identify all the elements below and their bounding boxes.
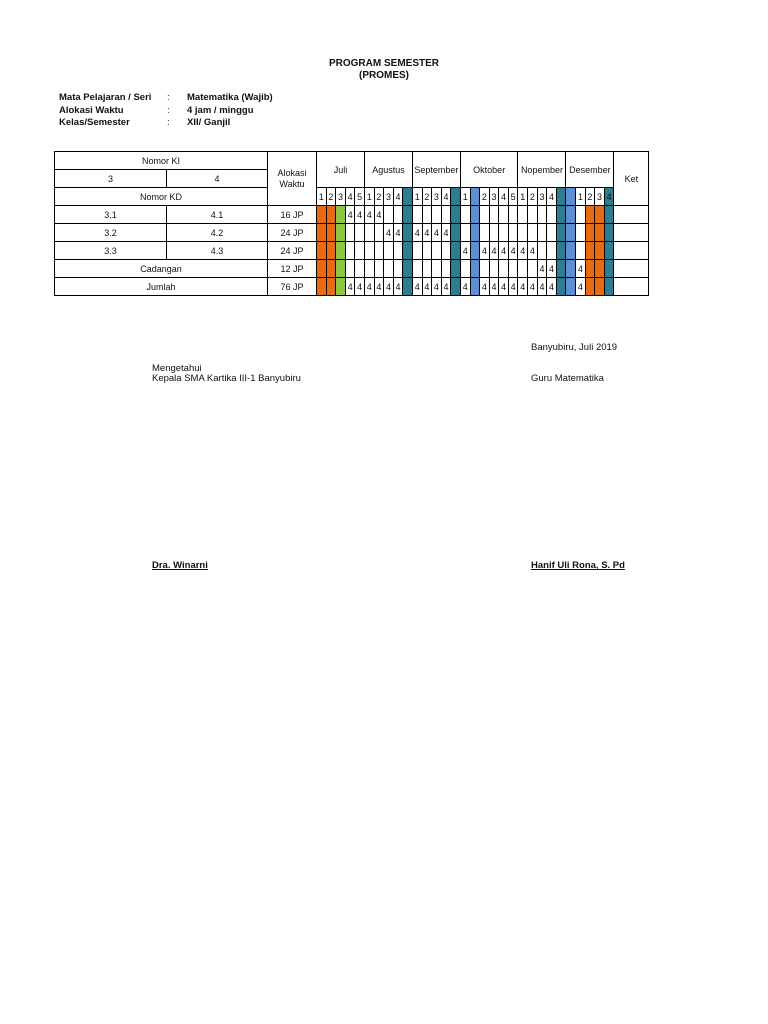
week-cell bbox=[326, 260, 336, 278]
week-number-cell: 4 bbox=[547, 188, 557, 206]
week-cell bbox=[556, 260, 566, 278]
week-number-cell: 3 bbox=[336, 188, 346, 206]
week-cell bbox=[384, 242, 394, 260]
month-header-september: September bbox=[412, 152, 460, 188]
week-cell: 4 bbox=[364, 278, 374, 296]
week-cell: 4 bbox=[537, 278, 547, 296]
schedule-row bbox=[55, 224, 649, 242]
week-cell bbox=[460, 260, 470, 278]
week-cell bbox=[451, 278, 461, 296]
week-cell bbox=[518, 206, 528, 224]
week-number-cell: 3 bbox=[537, 188, 547, 206]
week-cell: 4 bbox=[489, 242, 499, 260]
week-cell bbox=[384, 206, 394, 224]
week-cell: 4 bbox=[374, 206, 384, 224]
document-title bbox=[0, 58, 768, 82]
week-cell bbox=[518, 260, 528, 278]
week-cell: 4 bbox=[432, 224, 442, 242]
week-cell bbox=[470, 206, 480, 224]
nomor-ki-header: Nomor KI bbox=[55, 152, 268, 170]
week-cell bbox=[403, 224, 413, 242]
ket-cell bbox=[614, 242, 649, 260]
week-cell bbox=[393, 260, 403, 278]
week-cell bbox=[451, 260, 461, 278]
week-number-cell: 2 bbox=[528, 188, 538, 206]
week-cell bbox=[470, 242, 480, 260]
week-cell: 4 bbox=[489, 278, 499, 296]
week-cell: 4 bbox=[528, 278, 538, 296]
week-cell bbox=[604, 206, 614, 224]
week-cell bbox=[604, 242, 614, 260]
meta-label: Alokasi Waktu bbox=[59, 104, 124, 116]
week-cell bbox=[345, 260, 355, 278]
week-cell: 4 bbox=[393, 278, 403, 296]
week-cell bbox=[508, 224, 518, 242]
week-cell bbox=[537, 224, 547, 242]
week-cell bbox=[364, 224, 374, 242]
left-signature-line2: Kepala SMA Kartika III-1 Banyubiru bbox=[152, 373, 301, 384]
week-cell: 4 bbox=[547, 260, 557, 278]
week-number-cell: 4 bbox=[499, 188, 509, 206]
week-number-cell: 3 bbox=[595, 188, 605, 206]
week-cell bbox=[489, 260, 499, 278]
week-number-cell bbox=[556, 188, 566, 206]
week-cell bbox=[403, 260, 413, 278]
week-cell bbox=[364, 242, 374, 260]
week-number-cell bbox=[566, 188, 576, 206]
week-cell bbox=[412, 242, 422, 260]
week-number-cell: 2 bbox=[480, 188, 490, 206]
week-cell: 4 bbox=[422, 224, 432, 242]
place-date: Banyubiru, Juli 2019 bbox=[531, 342, 618, 353]
week-cell: 4 bbox=[576, 260, 586, 278]
week-cell bbox=[470, 224, 480, 242]
week-number-cell: 3 bbox=[384, 188, 394, 206]
week-cell bbox=[595, 224, 605, 242]
meta-colon: : bbox=[167, 104, 170, 116]
week-cell bbox=[528, 224, 538, 242]
week-cell bbox=[403, 206, 413, 224]
week-cell: 4 bbox=[441, 278, 451, 296]
week-cell bbox=[480, 224, 490, 242]
week-cell bbox=[355, 242, 365, 260]
week-cell bbox=[317, 224, 327, 242]
month-header-agustus: Agustus bbox=[364, 152, 412, 188]
week-cell bbox=[595, 206, 605, 224]
week-cell bbox=[336, 260, 346, 278]
week-cell bbox=[576, 242, 586, 260]
week-cell bbox=[460, 206, 470, 224]
week-cell: 4 bbox=[547, 278, 557, 296]
week-cell: 4 bbox=[460, 242, 470, 260]
week-number-cell: 2 bbox=[374, 188, 384, 206]
ket-cell bbox=[614, 206, 649, 224]
week-cell bbox=[422, 242, 432, 260]
week-cell bbox=[412, 260, 422, 278]
left-signature-name: Dra. Winarni bbox=[152, 560, 208, 571]
week-number-cell: 1 bbox=[518, 188, 528, 206]
week-cell bbox=[336, 224, 346, 242]
week-cell bbox=[566, 278, 576, 296]
week-cell bbox=[576, 224, 586, 242]
schedule-row bbox=[55, 260, 649, 278]
week-cell bbox=[403, 278, 413, 296]
title-line-1: PROGRAM SEMESTER bbox=[328, 58, 439, 69]
week-cell bbox=[451, 206, 461, 224]
week-cell bbox=[432, 260, 442, 278]
week-cell: 4 bbox=[508, 242, 518, 260]
meta-value: XII/ Ganjil bbox=[187, 117, 231, 128]
week-cell bbox=[499, 260, 509, 278]
week-number-cell bbox=[470, 188, 480, 206]
row-label: Cadangan bbox=[55, 260, 268, 278]
week-cell bbox=[499, 224, 509, 242]
week-cell bbox=[566, 206, 576, 224]
ket-header: Ket bbox=[614, 152, 649, 206]
nomor-kd-header: Nomor KD bbox=[55, 188, 268, 206]
week-cell bbox=[326, 278, 336, 296]
week-cell bbox=[345, 242, 355, 260]
week-cell bbox=[451, 242, 461, 260]
week-cell: 4 bbox=[528, 242, 538, 260]
week-cell bbox=[489, 224, 499, 242]
week-cell bbox=[566, 260, 576, 278]
week-cell bbox=[432, 206, 442, 224]
jp-value: 12 JP bbox=[268, 260, 317, 278]
schedule-row bbox=[55, 278, 649, 296]
week-cell: 4 bbox=[364, 206, 374, 224]
week-cell bbox=[470, 260, 480, 278]
left-signature-line1: Mengetahui bbox=[152, 363, 202, 374]
week-cell bbox=[595, 278, 605, 296]
alokasi-waktu-header: Alokasi Waktu bbox=[268, 152, 317, 206]
week-number-cell: 3 bbox=[432, 188, 442, 206]
week-cell: 4 bbox=[460, 278, 470, 296]
week-cell bbox=[556, 278, 566, 296]
week-cell: 4 bbox=[576, 278, 586, 296]
schedule-row bbox=[55, 206, 649, 224]
week-cell bbox=[441, 260, 451, 278]
week-cell bbox=[317, 260, 327, 278]
jp-value: 24 JP bbox=[268, 242, 317, 260]
week-cell: 4 bbox=[412, 224, 422, 242]
week-cell bbox=[336, 278, 346, 296]
week-cell bbox=[547, 242, 557, 260]
week-cell: 4 bbox=[537, 260, 547, 278]
week-cell bbox=[470, 278, 480, 296]
meta-label: Kelas/Semester bbox=[59, 117, 130, 128]
right-signature-title: Guru Matematika bbox=[531, 373, 604, 384]
jp-value: 76 JP bbox=[268, 278, 317, 296]
week-cell: 4 bbox=[441, 224, 451, 242]
week-number-cell: 1 bbox=[364, 188, 374, 206]
week-cell bbox=[518, 224, 528, 242]
week-cell: 4 bbox=[374, 278, 384, 296]
week-cell bbox=[508, 206, 518, 224]
month-header-oktober: Oktober bbox=[460, 152, 518, 188]
kd-3-value: 3.1 bbox=[55, 206, 167, 224]
week-cell bbox=[326, 242, 336, 260]
week-cell: 4 bbox=[508, 278, 518, 296]
week-cell bbox=[499, 206, 509, 224]
week-number-cell: 5 bbox=[508, 188, 518, 206]
week-cell bbox=[595, 260, 605, 278]
week-cell bbox=[317, 206, 327, 224]
week-cell bbox=[556, 224, 566, 242]
meta-colon: : bbox=[167, 117, 170, 128]
week-cell: 4 bbox=[412, 278, 422, 296]
kd-4-value: 4.1 bbox=[167, 206, 268, 224]
week-number-cell: 4 bbox=[393, 188, 403, 206]
ket-cell bbox=[614, 278, 649, 296]
week-number-cell: 2 bbox=[326, 188, 336, 206]
week-cell: 4 bbox=[384, 278, 394, 296]
week-number-cell bbox=[403, 188, 413, 206]
week-cell bbox=[556, 242, 566, 260]
week-cell bbox=[364, 260, 374, 278]
week-cell bbox=[595, 242, 605, 260]
week-cell bbox=[585, 224, 595, 242]
kd-3-value: 3.3 bbox=[55, 242, 167, 260]
kd-3-value: 3.2 bbox=[55, 224, 167, 242]
ket-cell bbox=[614, 260, 649, 278]
week-cell bbox=[556, 206, 566, 224]
week-cell bbox=[384, 260, 394, 278]
week-number-cell: 4 bbox=[604, 188, 614, 206]
week-cell bbox=[508, 260, 518, 278]
week-cell bbox=[604, 224, 614, 242]
kd-4-value: 4.2 bbox=[167, 224, 268, 242]
ket-cell bbox=[614, 224, 649, 242]
week-number-cell: 3 bbox=[489, 188, 499, 206]
week-cell: 4 bbox=[480, 278, 490, 296]
week-cell bbox=[460, 224, 470, 242]
week-cell bbox=[528, 206, 538, 224]
week-cell bbox=[537, 206, 547, 224]
week-cell bbox=[422, 206, 432, 224]
week-cell bbox=[547, 224, 557, 242]
week-cell: 4 bbox=[499, 242, 509, 260]
kd-4-value: 4.3 bbox=[167, 242, 268, 260]
week-cell: 4 bbox=[345, 278, 355, 296]
week-cell bbox=[412, 206, 422, 224]
week-cell bbox=[317, 278, 327, 296]
week-cell: 4 bbox=[384, 224, 394, 242]
week-cell bbox=[585, 206, 595, 224]
week-cell bbox=[393, 206, 403, 224]
month-header-juli: Juli bbox=[317, 152, 365, 188]
week-cell: 4 bbox=[518, 242, 528, 260]
month-header-nopember: Nopember bbox=[518, 152, 566, 188]
week-cell bbox=[441, 206, 451, 224]
week-number-cell: 1 bbox=[412, 188, 422, 206]
week-number-cell: 4 bbox=[441, 188, 451, 206]
week-cell bbox=[576, 206, 586, 224]
schedule-row bbox=[55, 242, 649, 260]
header-row-1 bbox=[55, 152, 649, 170]
week-number-cell: 1 bbox=[576, 188, 586, 206]
week-cell bbox=[585, 260, 595, 278]
header-row-3 bbox=[55, 188, 649, 206]
week-cell bbox=[585, 278, 595, 296]
week-cell bbox=[374, 242, 384, 260]
week-number-cell: 4 bbox=[345, 188, 355, 206]
jp-value: 24 JP bbox=[268, 224, 317, 242]
ki-3-header: 3 bbox=[55, 170, 167, 188]
week-cell bbox=[547, 206, 557, 224]
jp-value: 16 JP bbox=[268, 206, 317, 224]
week-number-cell: 2 bbox=[585, 188, 595, 206]
week-cell bbox=[585, 242, 595, 260]
week-cell bbox=[566, 242, 576, 260]
week-cell bbox=[355, 224, 365, 242]
week-number-cell bbox=[451, 188, 461, 206]
week-cell bbox=[480, 206, 490, 224]
week-cell bbox=[374, 224, 384, 242]
week-cell bbox=[355, 260, 365, 278]
row-label: Jumlah bbox=[55, 278, 268, 296]
week-cell bbox=[537, 242, 547, 260]
month-header-desember: Desember bbox=[566, 152, 614, 188]
week-cell bbox=[604, 278, 614, 296]
week-cell bbox=[451, 224, 461, 242]
week-cell bbox=[326, 224, 336, 242]
week-cell: 4 bbox=[480, 242, 490, 260]
week-cell: 4 bbox=[422, 278, 432, 296]
week-number-cell: 2 bbox=[422, 188, 432, 206]
week-cell bbox=[326, 206, 336, 224]
week-number-cell: 5 bbox=[355, 188, 365, 206]
week-cell bbox=[345, 224, 355, 242]
meta-value: 4 jam / minggu bbox=[187, 104, 254, 116]
week-cell: 4 bbox=[518, 278, 528, 296]
week-cell bbox=[336, 242, 346, 260]
right-signature-name: Hanif Uli Rona, S. Pd bbox=[531, 560, 625, 571]
week-cell bbox=[441, 242, 451, 260]
promes-table bbox=[54, 151, 649, 296]
ki-4-header: 4 bbox=[167, 170, 268, 188]
week-cell bbox=[336, 206, 346, 224]
week-cell: 4 bbox=[432, 278, 442, 296]
week-cell bbox=[604, 260, 614, 278]
week-cell bbox=[480, 260, 490, 278]
week-cell: 4 bbox=[355, 278, 365, 296]
week-cell bbox=[489, 206, 499, 224]
week-cell bbox=[403, 242, 413, 260]
week-cell bbox=[317, 242, 327, 260]
week-cell: 4 bbox=[393, 224, 403, 242]
week-number-cell: 1 bbox=[317, 188, 327, 206]
week-cell bbox=[566, 224, 576, 242]
week-cell bbox=[374, 260, 384, 278]
meta-colon: : bbox=[167, 92, 170, 103]
week-cell bbox=[432, 242, 442, 260]
week-cell: 4 bbox=[499, 278, 509, 296]
meta-value: Matematika (Wajib) bbox=[187, 92, 273, 103]
meta-label: Mata Pelajaran / Seri bbox=[59, 92, 152, 103]
week-cell bbox=[528, 260, 538, 278]
week-cell: 4 bbox=[355, 206, 365, 224]
title-line-2: (PROMES) bbox=[359, 70, 409, 81]
week-cell bbox=[393, 242, 403, 260]
week-cell bbox=[422, 260, 432, 278]
week-number-cell: 1 bbox=[460, 188, 470, 206]
week-cell: 4 bbox=[345, 206, 355, 224]
